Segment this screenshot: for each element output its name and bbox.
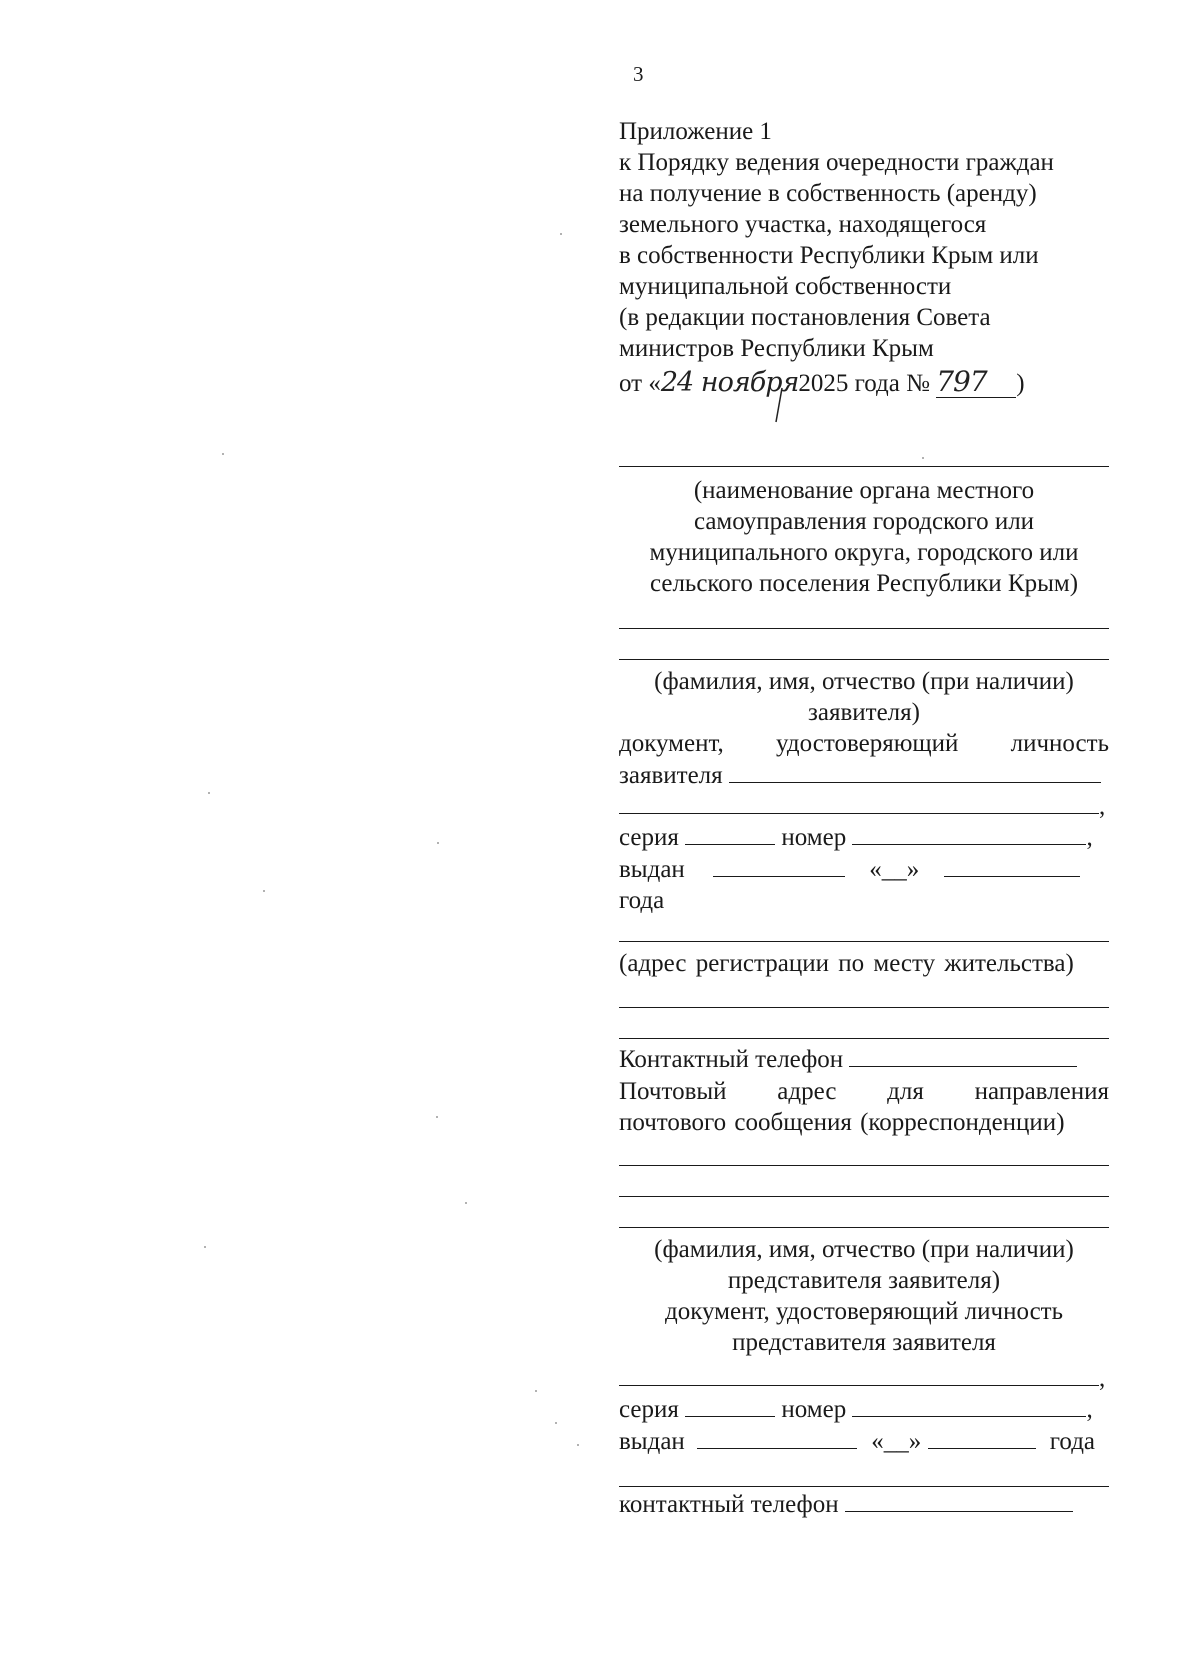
issued-by-field[interactable]: [713, 854, 845, 877]
postal-line[interactable]: [619, 1227, 1109, 1228]
org-caption: сельского поселения Республики Крым): [649, 570, 1079, 597]
rep-number-field[interactable]: [852, 1394, 1086, 1417]
issued-row: выдан «__»: [619, 854, 1080, 885]
id-doc-field-2[interactable]: [619, 791, 1099, 814]
address-line[interactable]: [619, 1007, 1109, 1008]
postal-label: Почтовый адрес для направления: [619, 1078, 1109, 1105]
org-caption: (наименование органа местного: [693, 477, 1035, 504]
rep-name-caption: (фамилия, имя, отчество (при наличии): [654, 1236, 1074, 1263]
rep-id-label: представителя заявителя: [732, 1329, 996, 1356]
annex-line: Приложение 1: [619, 118, 772, 145]
rep-id-field[interactable]: [619, 1363, 1099, 1386]
year-row: года: [619, 887, 665, 914]
rep-phone-field[interactable]: [845, 1489, 1073, 1512]
page-number: 3: [633, 62, 644, 86]
rep-phone-row: контактный телефон: [619, 1489, 1073, 1520]
handwritten-number: 797: [936, 366, 1016, 398]
annex-line: к Порядку ведения очередности граждан: [619, 149, 1054, 176]
annex-line: (в редакции постановления Совета: [619, 304, 991, 331]
handwritten-date: 24 ноября: [660, 367, 799, 398]
annex-line: в собственности Республики Крым или: [619, 242, 1039, 269]
applicant-name-line[interactable]: [619, 659, 1109, 660]
rep-series-row: серия номер ,: [619, 1396, 1093, 1423]
signature-stroke: [770, 386, 790, 426]
postal-line[interactable]: [619, 1196, 1109, 1197]
date-suffix: ): [1016, 370, 1025, 397]
annex-line: муниципальной собственности: [619, 273, 952, 300]
applicant-id-row: заявителя: [619, 760, 1101, 791]
rep-series-field[interactable]: [685, 1394, 775, 1417]
address-line[interactable]: [619, 941, 1109, 942]
phone-row: Контактный телефон: [619, 1044, 1077, 1075]
annex-line: министров Республики Крым: [619, 335, 934, 362]
id-doc-row-2: ,: [619, 791, 1105, 822]
applicant-name-caption: (фамилия, имя, отчество (при наличии): [654, 668, 1074, 695]
rep-extra-line[interactable]: [619, 1486, 1109, 1487]
rep-name-caption: представителя заявителя): [727, 1267, 1001, 1294]
postal-line[interactable]: [619, 1165, 1109, 1166]
org-caption: муниципального округа, городского или: [649, 539, 1079, 566]
annex-date-line: [619, 366, 1025, 399]
date-year: 2025 года №: [798, 370, 930, 397]
rep-issued-by-field[interactable]: [697, 1426, 857, 1449]
annex-line: земельного участка, находящегося: [619, 211, 987, 238]
rep-id-row: ,: [619, 1363, 1105, 1394]
issued-date-field[interactable]: [944, 854, 1080, 877]
applicant-name-line[interactable]: [619, 628, 1109, 629]
postal-label-2: почтового сообщения (корреспонденции): [619, 1109, 1065, 1136]
annex-line: на получение в собственность (аренду): [619, 180, 1037, 207]
id-doc-field[interactable]: [729, 760, 1101, 783]
series-row: серия номер ,: [619, 824, 1093, 851]
rep-id-label: документ, удостоверяющий личность: [664, 1298, 1064, 1325]
org-name-line[interactable]: [619, 466, 1109, 467]
address-line[interactable]: [619, 1038, 1109, 1039]
applicant-name-caption: заявителя): [808, 699, 920, 726]
address-caption: (адрес регистрации по месту жительства): [619, 950, 1074, 977]
org-caption: самоуправления городского или: [693, 508, 1035, 535]
date-prefix: от «: [619, 370, 661, 397]
phone-field[interactable]: [849, 1044, 1077, 1067]
rep-issued-row: выдан «__» года: [619, 1428, 1096, 1455]
series-field[interactable]: [685, 822, 775, 845]
rep-issued-date-field[interactable]: [928, 1426, 1036, 1449]
number-field[interactable]: [852, 822, 1086, 845]
id-doc-label: документ, удостоверяющий личность: [619, 730, 1109, 757]
